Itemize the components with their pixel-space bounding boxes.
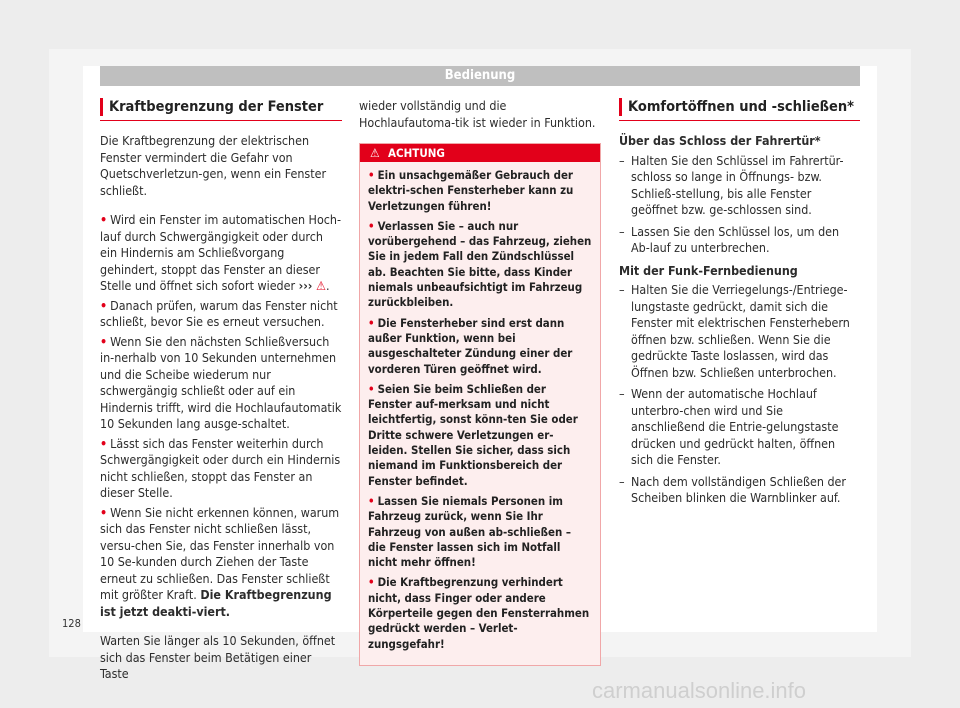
bullet-icon: • [100,297,108,313]
column-right [619,98,860,512]
list-item: – Lassen Sie den Schlüssel los, um den Ab-lauf zu unterbrechen. [619,223,840,255]
warning-triangle-icon: ⚠ [370,146,380,160]
section-title-komfort: Komfortöffnen und -schließen* [619,98,860,116]
watermark: carmanualsonline.info [592,678,807,703]
warning-item: • Ein unsachgemäßer Gebrauch der elektri-schen Fensterheber kann zu Verletzungen führen! [368,168,574,213]
warning-header [360,144,600,162]
bullet-item: • Wenn Sie nicht erkennen können, warum sich das Fenster nicht schließen lässt, versu-chen Sie, das Fenster innerhalb von 10 Se-kunden durch Ziehen der Taste erneut zu schließen. Das Fenster schließt mit größter Kraft. Die Kraftbegrenzung ist jetzt deakti-viert. [100,504,340,619]
bullet-item: • Wird ein Fenster im automatischen Hoch-lauf durch Schwergängigkeit oder durch ein Hindernis am Schließvorgang gehindert, stoppt das Fenster an dieser Stelle und öffnet sich sofort wieder ››› ⚠. [100,212,341,293]
warning-triangle-icon: ⚠ [315,278,326,293]
bullet-icon: • [368,218,375,233]
bullet-icon: • [100,504,108,520]
bullet-icon: • [100,435,108,451]
bullet-icon: • [100,333,108,349]
warning-item: • Seien Sie beim Schließen der Fenster auf-merksam und nicht leichtfertig, sonst könn-ten Sie oder Dritte schwere Verletzungen er-leiden. Stellen Sie sicher, dass sich niemand im Funktionsbereich der Fenster befindet. [368,381,578,488]
continued-paragraph: wieder vollständig und die Hochlaufautoma-tik ist wieder in Funktion. [359,98,596,130]
column-middle [359,98,601,666]
warning-item: • Verlassen Sie – auch nur vorübergehend – das Fahrzeug, ziehen Sie in jedem Fall den Zündschlüssel ab. Beachten Sie bitte, dass Kinder niemals unbeaufsichtigt im Fahrzeug zurückbleiben. [368,218,592,310]
intro-paragraph: Die Kraftbegrenzung der elektrischen Fenster vermindert die Gefahr von Quetschverletzun-gen, wenn ein Fenster schließt. [100,133,327,198]
bullet-item: • Danach prüfen, warum das Fenster nicht schließt, bevor Sie es erneut versuchen. [100,297,338,329]
subheading-fernbedienung: Mit der Funk-Fernbedienung [619,262,798,278]
chapter-header: Bedienung [100,66,860,86]
bullet-icon: • [368,381,375,396]
bullet-icon: • [368,493,375,508]
warning-box [359,143,601,666]
warning-item: • Lassen Sie niemals Personen im Fahrzeug zurück, wenn Sie Ihr Fahrzeug von außen ab-schließen – die Fenster lassen sich im Notfall nicht mehr öffnen! [368,493,571,570]
list-item: – Halten Sie die Verriegelungs-/Entriege-lungstaste gedrückt, damit sich die Fenster mit elektrischen Fensterhebern öffnen bzw. schließen. Wenn Sie die gedrückte Taste loslassen, wird das Öffnen bzw. Schließen unterbrochen. [619,282,850,380]
page-number: 128 [62,617,81,630]
outro-paragraph: Warten Sie länger als 10 Sekunden, öffnet sich das Fenster beim Betätigen einer Taste [100,633,336,681]
bullet-icon: • [368,315,375,330]
list-item: – Halten Sie den Schlüssel im Fahrertür-schloss so lange in Öffnungs- bzw. Schließ-stellung, bis alle Fenster geöffnet bzw. ge-schlossen sind. [619,152,844,217]
cross-reference-arrows[interactable]: ››› [298,278,313,293]
warning-body [360,162,600,665]
list-item: – Nach dem vollständigen Schließen der Scheiben blinken die Warnblinker auf. [619,473,846,505]
subheading-schloss: Über das Schloss der Fahrertür* [619,133,821,148]
section-divider [100,120,342,121]
warning-item: • Die Fensterheber sind erst dann außer Funktion, wenn bei ausgeschalteter Zündung einer der vorderen Türen geöffnet wird. [368,315,573,376]
section-title-kraftbegrenzung: Kraftbegrenzung der Fenster [100,98,342,116]
bullet-item: • Wenn Sie den nächsten Schließversuch in-nerhalb von 10 Sekunden unternehmen und die Scheibe wiederum nur schwergängig schließt oder auf ein Hindernis trifft, wird die Hochlaufautomatik 10 Sekunden lang ausge-schaltet. [100,333,342,431]
bullet-item: • Lässt sich das Fenster weiterhin durch Schwergängigkeit oder durch ein Hindernis nicht schließen, stoppt das Fenster an dieser Stelle. [100,435,341,500]
warning-item: • Die Kraftbegrenzung verhindert nicht, dass Finger oder andere Körperteile gegen den Fensterrahmen gedrückt werden – Verlet-zungsgefahr! [368,575,590,651]
list-item: – Wenn der automatische Hochlauf unterbro-chen wird und Sie anschließend die Entrie-gelungstaste drücken und gedrückt halten, öffnen sich die Fenster. [619,386,839,467]
bullet-icon: • [368,168,375,182]
bullet-icon: • [100,212,108,227]
column-left [100,98,342,686]
warning-label: ACHTUNG [388,146,445,160]
section-divider [619,120,860,121]
bullet-icon: • [368,575,375,590]
